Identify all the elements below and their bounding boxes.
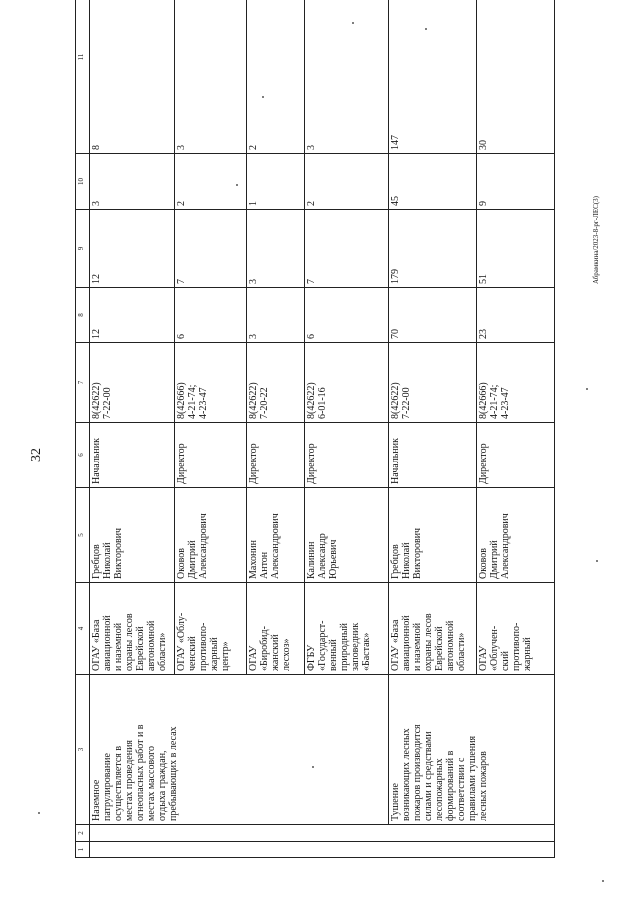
fire-protection-table: [75, 0, 555, 858]
header-cell: 7: [76, 343, 90, 423]
count-cell: 8: [89, 0, 174, 154]
document-code: Абрамкина/2023-8-рг-ЛЕС(3): [592, 196, 600, 284]
organization-cell: ОГАУ «База авиационной и наземной охраны лесов Еврейской автономной области»: [388, 583, 476, 675]
header-cell: 5: [76, 488, 90, 583]
count-cell: 45: [388, 154, 476, 210]
scan-speck: [586, 388, 588, 390]
phone-cell: 8(42622) 7-20-22: [246, 343, 304, 423]
person-cell: Гребцов Николай Викторович: [89, 488, 174, 583]
phone-cell: 8(42666) 4-21-74; 4-23-47: [476, 343, 554, 423]
position-cell: Директор: [246, 423, 304, 488]
measure-patrol: Наземное патрулирование осуществляется в местах проведения огнеопасных работ и в местах массового отдыха граждан, пребывающих в лесах: [89, 675, 388, 825]
header-cell: 1: [76, 842, 90, 858]
phone-cell: 8(42622) 7-22-00: [388, 343, 476, 423]
organization-cell: ФГБУ «Государст- венный природный заповедник «Бастак»: [304, 583, 388, 675]
count-cell: 23: [476, 288, 554, 343]
count-cell: 147: [388, 0, 476, 154]
organization-cell: ОГАУ «Облучен- ский противопо- жарный: [476, 583, 554, 675]
empty-cell-col2: [89, 825, 554, 842]
person-cell: Калинин Александр Юрьевич: [304, 488, 388, 583]
header-cell: 8: [76, 288, 90, 343]
count-cell: 3: [89, 154, 174, 210]
header-cell: 6: [76, 423, 90, 488]
count-cell: 179: [388, 210, 476, 288]
position-cell: Директор: [304, 423, 388, 488]
organization-cell: ОГАУ «Облу- ченский противопо- жарный центр»: [174, 583, 246, 675]
count-cell: 30: [476, 0, 554, 154]
table-row: [388, 0, 476, 858]
scan-speck: [602, 880, 604, 882]
count-cell: 6: [304, 288, 388, 343]
header-cell: 11: [76, 0, 90, 154]
scan-speck: [596, 560, 598, 562]
organization-cell: ОГАУ «База авиационной и наземной охраны лесов Еврейской автономной области»: [89, 583, 174, 675]
count-cell: 6: [174, 288, 246, 343]
count-cell: 12: [89, 288, 174, 343]
header-cell: 10: [76, 154, 90, 210]
table-container: [75, 53, 555, 858]
organization-cell: ОГАУ «Биробид- жанский лесхоз»: [246, 583, 304, 675]
scan-speck: [38, 812, 40, 814]
position-cell: Начальник: [388, 423, 476, 488]
count-cell: 3: [304, 0, 388, 154]
position-cell: Начальник: [89, 423, 174, 488]
header-cell: 3: [76, 675, 90, 825]
header-cell: 4: [76, 583, 90, 675]
count-cell: 2: [246, 0, 304, 154]
position-cell: Директор: [174, 423, 246, 488]
header-cell: 9: [76, 210, 90, 288]
person-cell: Оковов Дмитрий Александрович: [174, 488, 246, 583]
page-number: 32: [29, 448, 44, 462]
count-cell: 9: [476, 154, 554, 210]
phone-cell: 8(42622) 7-22-00: [89, 343, 174, 423]
count-cell: 3: [246, 210, 304, 288]
phone-cell: 8(42622) 6-01-16: [304, 343, 388, 423]
header-cell: 2: [76, 825, 90, 842]
count-cell: 1: [246, 154, 304, 210]
empty-cell-col1: [89, 842, 554, 858]
count-cell: 2: [304, 154, 388, 210]
count-cell: 7: [174, 210, 246, 288]
count-cell: 2: [174, 154, 246, 210]
count-cell: 3: [174, 0, 246, 154]
count-cell: 70: [388, 288, 476, 343]
person-cell: Гребцов Николай Викторович: [388, 488, 476, 583]
column-numbers-row: [76, 0, 90, 858]
count-cell: 12: [89, 210, 174, 288]
person-cell: Махонин Антон Александрович: [246, 488, 304, 583]
table-row: [89, 0, 174, 858]
count-cell: 7: [304, 210, 388, 288]
count-cell: 51: [476, 210, 554, 288]
phone-cell: 8(42666) 4-21-74; 4-23-47: [174, 343, 246, 423]
measure-extinguishing: Тушение возникающих лесных пожаров производится силами и средствами лесопожарных формирований в соответствии с правилами тушения лесных пожаров: [388, 675, 554, 825]
count-cell: 3: [246, 288, 304, 343]
person-cell: Оковов Дмитрий Александрович: [476, 488, 554, 583]
position-cell: Директор: [476, 423, 554, 488]
